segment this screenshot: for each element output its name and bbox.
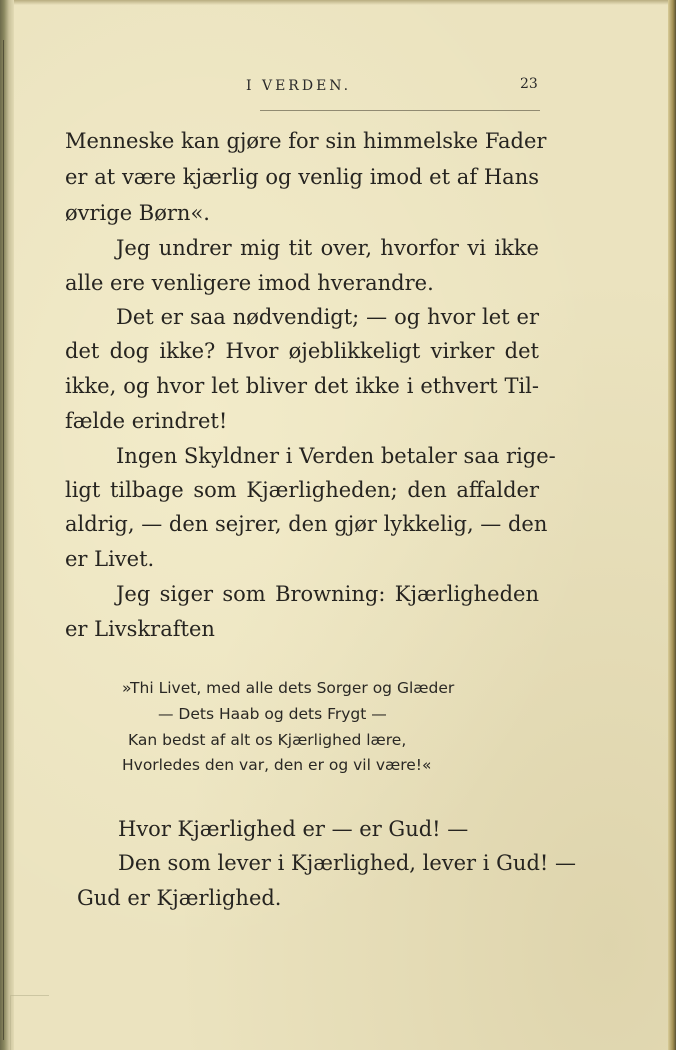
closing-line: Hvor Kjærlighed er — er Gud! —	[118, 817, 469, 841]
body-line: aldrig, — den sejrer, den gjør lykkelig, — den	[65, 512, 548, 536]
poem-line: »Thi Livet, med alle dets Sorger og Glæder	[122, 679, 455, 697]
body-line: fælde erindret!	[65, 409, 228, 433]
body-line: ikke, og hvor let bliver det ikke i ethvert Til-	[65, 374, 539, 398]
body-line: øvrige Børn«.	[65, 201, 210, 225]
running-header: I VERDEN.	[246, 78, 352, 94]
header-rule	[260, 110, 540, 111]
body-line: Menneske kan gjøre for sin himmelske Fader	[65, 129, 547, 153]
binding-shadow-line	[3, 40, 4, 1040]
closing-line: Den som lever i Kjærlighed, lever i Gud! —	[118, 851, 577, 875]
page-right-edge	[668, 0, 676, 1050]
body-line: Det er saa nødvendigt; — og hvor let er	[116, 305, 539, 329]
body-line: Jeg siger som Browning: Kjærligheden	[116, 582, 539, 606]
body-line: er at være kjærlig og venlig imod et af Hans	[65, 165, 539, 189]
scan-corner-mark	[10, 995, 49, 1050]
closing-line: Gud er Kjærlighed.	[77, 886, 282, 910]
body-line: er Livskraften	[65, 617, 215, 641]
poem-line: Kan bedst af alt os Kjærlighed lære,	[128, 731, 407, 749]
body-line: alle ere venligere imod hverandre.	[65, 271, 434, 295]
body-line: er Livet.	[65, 547, 155, 571]
page-number: 23	[520, 76, 538, 92]
poem-line: — Dets Haab og dets Frygt —	[158, 705, 387, 723]
body-line: Jeg undrer mig tit over, hvorfor vi ikke	[116, 236, 539, 260]
poem-line: Hvorledes den var, den er og vil være!«	[122, 756, 432, 774]
body-line: det dog ikke? Hvor øjeblikkeligt virker det	[65, 339, 539, 363]
page-top-edge	[0, 0, 676, 5]
body-line: ligt tilbage som Kjærligheden; den affalder	[65, 478, 539, 502]
body-line: Ingen Skyldner i Verden betaler saa rige-	[116, 444, 556, 468]
